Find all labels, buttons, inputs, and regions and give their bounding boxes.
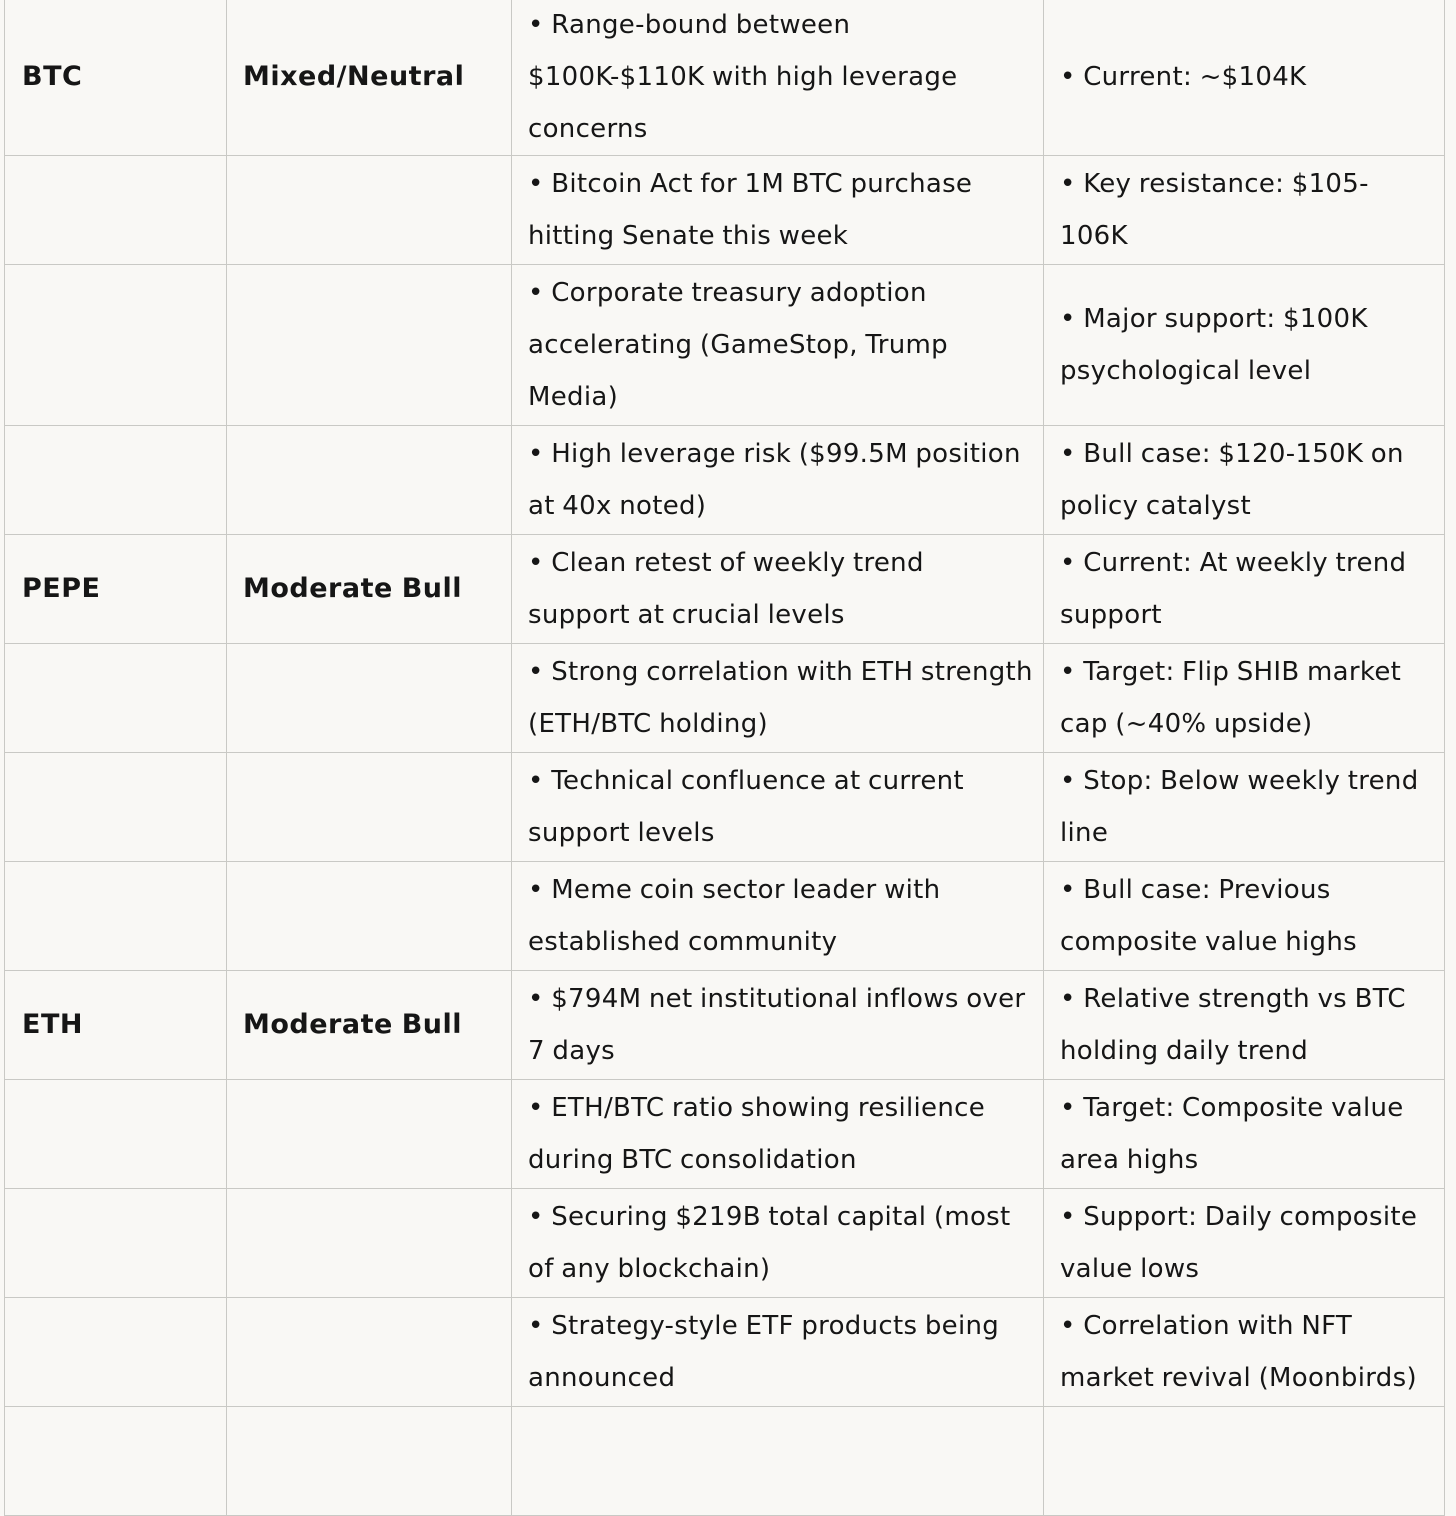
catalyst-note-cell: • Strategy-style ETF products being announced bbox=[512, 1298, 1044, 1407]
level-note-cell: • Bull case: Previous composite value highs bbox=[1044, 862, 1445, 971]
sentiment-cell bbox=[227, 1298, 512, 1407]
table-row bbox=[5, 1080, 1445, 1189]
catalyst-note-cell: • Meme coin sector leader with established community bbox=[512, 862, 1044, 971]
level-note-cell: • Key resistance: $105-106K bbox=[1044, 156, 1445, 265]
table-row bbox=[5, 156, 1445, 265]
asset-symbol-cell bbox=[5, 156, 227, 265]
asset-symbol-cell bbox=[5, 1298, 227, 1407]
sentiment-cell bbox=[227, 1189, 512, 1298]
level-note-cell: • Major support: $100K psychological level bbox=[1044, 265, 1445, 426]
level-note-cell bbox=[1044, 1407, 1445, 1516]
catalyst-note-cell: • Range-bound between $100K-$110K with high leverage concerns bbox=[512, 0, 1044, 156]
sentiment-cell bbox=[227, 156, 512, 265]
table-row bbox=[5, 1189, 1445, 1298]
catalyst-note-cell: • ETH/BTC ratio showing resilience during BTC consolidation bbox=[512, 1080, 1044, 1189]
asset-symbol-cell: PEPE bbox=[5, 535, 227, 644]
asset-symbol-cell bbox=[5, 426, 227, 535]
analysis-table bbox=[4, 0, 1445, 1516]
catalyst-note-cell: • Bitcoin Act for 1M BTC purchase hitting Senate this week bbox=[512, 156, 1044, 265]
sentiment-cell bbox=[227, 862, 512, 971]
asset-symbol-cell bbox=[5, 1080, 227, 1189]
level-note-cell: • Stop: Below weekly trend line bbox=[1044, 753, 1445, 862]
catalyst-note-cell: • Securing $219B total capital (most of any blockchain) bbox=[512, 1189, 1044, 1298]
sentiment-cell bbox=[227, 1407, 512, 1516]
asset-symbol-cell bbox=[5, 753, 227, 862]
catalyst-note-cell bbox=[512, 1407, 1044, 1516]
table-row bbox=[5, 535, 1445, 644]
sentiment-cell bbox=[227, 265, 512, 426]
sentiment-cell: Moderate Bull bbox=[227, 971, 512, 1080]
level-note-cell: • Target: Flip SHIB market cap (~40% upside) bbox=[1044, 644, 1445, 753]
sentiment-cell bbox=[227, 644, 512, 753]
level-note-cell: • Current: At weekly trend support bbox=[1044, 535, 1445, 644]
sentiment-cell bbox=[227, 753, 512, 862]
catalyst-note-cell: • High leverage risk ($99.5M position at 40x noted) bbox=[512, 426, 1044, 535]
catalyst-note-cell: • Corporate treasury adoption accelerating (GameStop, Trump Media) bbox=[512, 265, 1044, 426]
level-note-cell: • Support: Daily composite value lows bbox=[1044, 1189, 1445, 1298]
asset-symbol-cell bbox=[5, 862, 227, 971]
table-row bbox=[5, 753, 1445, 862]
asset-symbol-cell bbox=[5, 1407, 227, 1516]
asset-symbol-cell bbox=[5, 265, 227, 426]
level-note-cell: • Current: ~$104K bbox=[1044, 0, 1445, 156]
level-note-cell: • Bull case: $120-150K on policy catalyst bbox=[1044, 426, 1445, 535]
sentiment-cell: Moderate Bull bbox=[227, 535, 512, 644]
catalyst-note-cell: • $794M net institutional inflows over 7 days bbox=[512, 971, 1044, 1080]
sentiment-cell bbox=[227, 426, 512, 535]
sentiment-cell: Mixed/Neutral bbox=[227, 0, 512, 156]
asset-symbol-cell bbox=[5, 1189, 227, 1298]
level-note-cell: • Target: Composite value area highs bbox=[1044, 1080, 1445, 1189]
level-note-cell: • Correlation with NFT market revival (Moonbirds) bbox=[1044, 1298, 1445, 1407]
asset-symbol-cell bbox=[5, 644, 227, 753]
table-row bbox=[5, 1298, 1445, 1407]
table-row bbox=[5, 265, 1445, 426]
sentiment-cell bbox=[227, 1080, 512, 1189]
table-row bbox=[5, 0, 1445, 156]
catalyst-note-cell: • Strong correlation with ETH strength (ETH/BTC holding) bbox=[512, 644, 1044, 753]
catalyst-note-cell: • Technical confluence at current support levels bbox=[512, 753, 1044, 862]
table-row bbox=[5, 426, 1445, 535]
catalyst-note-cell: • Clean retest of weekly trend support at crucial levels bbox=[512, 535, 1044, 644]
analysis-table-body bbox=[5, 0, 1445, 1516]
table-row bbox=[5, 1407, 1445, 1516]
table-row bbox=[5, 644, 1445, 753]
asset-symbol-cell: BTC bbox=[5, 0, 227, 156]
level-note-cell: • Relative strength vs BTC holding daily trend bbox=[1044, 971, 1445, 1080]
table-row bbox=[5, 862, 1445, 971]
table-row bbox=[5, 971, 1445, 1080]
asset-symbol-cell: ETH bbox=[5, 971, 227, 1080]
